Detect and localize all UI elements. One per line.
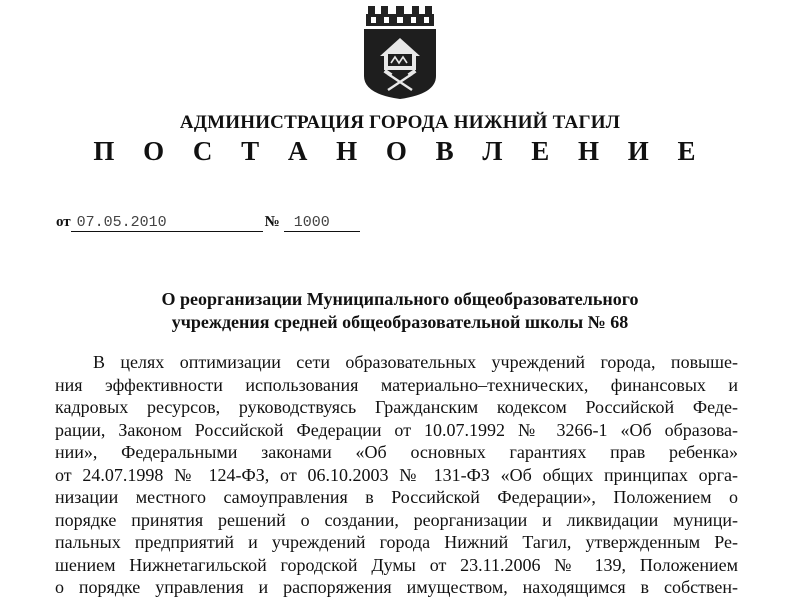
- city-emblem-icon: [358, 4, 442, 100]
- body-line: кадровых ресурсов, руководствуясь Гражданским кодексом Российской Феде-: [55, 397, 738, 417]
- document-type-title: П О С Т А Н О В Л Е Н И Е: [93, 136, 707, 166]
- registration-line: [56, 214, 360, 232]
- body-line: о порядке управления и распоряжения имуществом, находящимся в собствен-: [55, 577, 738, 597]
- date-label: от: [56, 214, 71, 230]
- subject-line: О реорганизации Муниципального общеобразовательного: [161, 289, 639, 309]
- body-line: пальных предприятий и учреждений города Нижний Тагил, утвержденным Ре-: [55, 532, 738, 552]
- body-line: нии», Федеральными законами «Об основных гарантиях прав ребенка»: [55, 442, 738, 462]
- body-line: низации местного самоуправления в Российской Федерации», Положением о: [55, 487, 738, 507]
- body-line: рации, Законом Российской Федерации от 10.07.1992 № 3266-1 «Об образова-: [55, 419, 738, 440]
- organization-title: АДМИНИСТРАЦИЯ ГОРОДА НИЖНИЙ ТАГИЛ: [179, 112, 621, 133]
- body-line: от 24.07.1998 № 124-ФЗ, от 06.10.2003 № 131-ФЗ «Об общих принципах орга-: [55, 464, 738, 485]
- subject-line: учреждения средней общеобразовательной школы № 68: [171, 312, 629, 332]
- body-line: ния эффективности использования материально–технических, финансовых и: [55, 374, 738, 395]
- document-subject: [0, 288, 800, 334]
- document-body: [55, 351, 738, 599]
- body-line: шением Нижнетагильской городской Думы от 23.11.2006 № 139, Положением: [55, 554, 738, 575]
- body-line: порядке принятия решений о создании, реорганизации и ликвидации муници-: [55, 509, 738, 530]
- number-label: №: [264, 214, 280, 230]
- number-value: 1000: [284, 214, 360, 232]
- body-line: В целях оптимизации сети образовательных учреждений города, повыше-: [93, 352, 738, 372]
- date-value: 07.05.2010: [71, 214, 263, 232]
